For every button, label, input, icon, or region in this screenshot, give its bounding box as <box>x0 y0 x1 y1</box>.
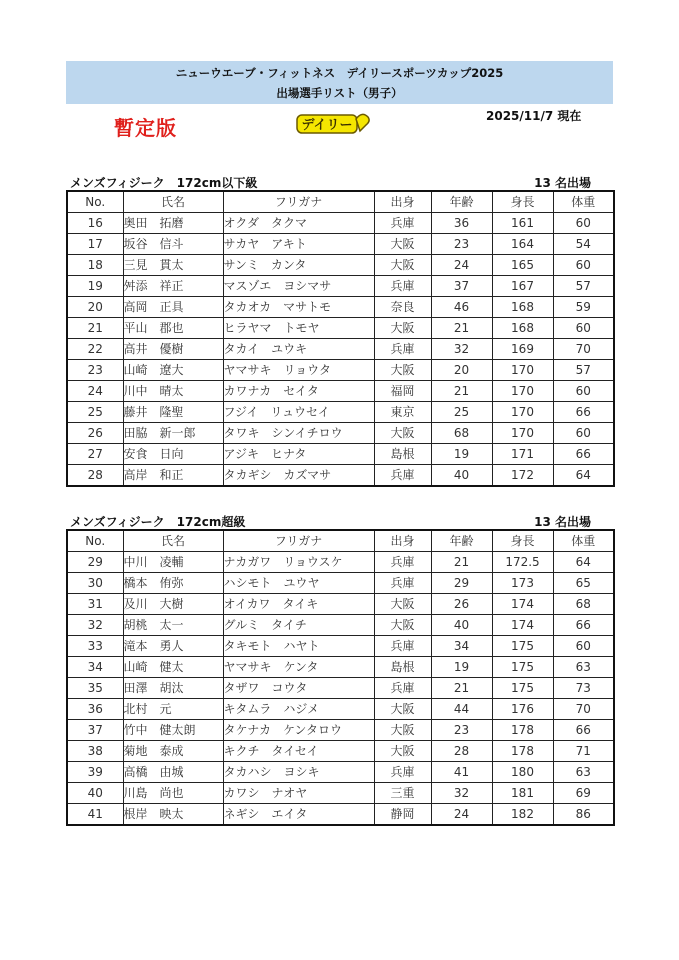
table-row <box>67 360 614 381</box>
cell-weight: 68 <box>553 594 614 615</box>
daily-sports-logo <box>296 111 372 135</box>
cell-hometown: 兵庫 <box>374 678 431 699</box>
cell-age: 23 <box>431 720 492 741</box>
cell-no: 16 <box>67 213 123 234</box>
cell-no: 40 <box>67 783 123 804</box>
cell-weight: 64 <box>553 552 614 573</box>
cell-height: 174 <box>492 594 553 615</box>
cell-no: 19 <box>67 276 123 297</box>
cell-weight: 73 <box>553 678 614 699</box>
table-row <box>67 339 614 360</box>
cell-hometown: 兵庫 <box>374 465 431 487</box>
table-row <box>67 402 614 423</box>
col-header-weight: 体重 <box>553 191 614 213</box>
cell-name: 坂谷 信斗 <box>123 234 223 255</box>
cell-age: 32 <box>431 339 492 360</box>
cell-age: 29 <box>431 573 492 594</box>
cell-name: 高橋 由城 <box>123 762 223 783</box>
table-header-row <box>67 530 614 552</box>
cell-weight: 57 <box>553 360 614 381</box>
cell-kana: ネギシ エイタ <box>223 804 374 826</box>
cell-no: 33 <box>67 636 123 657</box>
cell-weight: 64 <box>553 465 614 487</box>
table-row <box>67 762 614 783</box>
cell-hometown: 大阪 <box>374 615 431 636</box>
cell-hometown: 島根 <box>374 444 431 465</box>
list-title: 出場選手リスト（男子） <box>276 86 403 100</box>
col-header-kana: フリガナ <box>223 191 374 213</box>
cell-no: 39 <box>67 762 123 783</box>
cell-kana: マスゾエ ヨシマサ <box>223 276 374 297</box>
cell-hometown: 静岡 <box>374 804 431 826</box>
table-row <box>67 276 614 297</box>
cell-hometown: 東京 <box>374 402 431 423</box>
cell-kana: タケナカ ケンタロウ <box>223 720 374 741</box>
cell-hometown: 兵庫 <box>374 339 431 360</box>
cell-name: 田澤 胡汰 <box>123 678 223 699</box>
cell-name: 平山 郡也 <box>123 318 223 339</box>
cell-age: 26 <box>431 594 492 615</box>
cell-height: 178 <box>492 741 553 762</box>
cell-kana: カワシ ナオヤ <box>223 783 374 804</box>
cell-height: 174 <box>492 615 553 636</box>
col-header-kana: フリガナ <box>223 530 374 552</box>
cell-height: 171 <box>492 444 553 465</box>
col-header-name: 氏名 <box>123 191 223 213</box>
cell-height: 180 <box>492 762 553 783</box>
cell-weight: 63 <box>553 657 614 678</box>
cell-no: 29 <box>67 552 123 573</box>
cell-age: 37 <box>431 276 492 297</box>
cell-no: 20 <box>67 297 123 318</box>
cell-name: 舛添 祥正 <box>123 276 223 297</box>
cell-height: 178 <box>492 720 553 741</box>
cell-no: 27 <box>67 444 123 465</box>
cell-name: 川島 尚也 <box>123 783 223 804</box>
cell-weight: 66 <box>553 720 614 741</box>
cell-kana: ヤマサキ リョウタ <box>223 360 374 381</box>
cell-name: 北村 元 <box>123 699 223 720</box>
cell-age: 36 <box>431 213 492 234</box>
draft-label: 暫定版 <box>114 116 177 140</box>
section-title-under-172: メンズフィジーク 172cm以下級 <box>70 176 258 190</box>
cell-hometown: 大阪 <box>374 318 431 339</box>
table-row <box>67 741 614 762</box>
cell-name: 川中 晴太 <box>123 381 223 402</box>
cell-no: 37 <box>67 720 123 741</box>
cell-hometown: 三重 <box>374 783 431 804</box>
cell-weight: 63 <box>553 762 614 783</box>
cell-no: 38 <box>67 741 123 762</box>
cell-weight: 60 <box>553 423 614 444</box>
event-title: ニューウエーブ・フィットネス デイリースポーツカップ2025 <box>175 66 504 80</box>
cell-no: 32 <box>67 615 123 636</box>
col-header-weight: 体重 <box>553 530 614 552</box>
table-row <box>67 657 614 678</box>
roster-table-over-172 <box>66 529 615 826</box>
cell-weight: 60 <box>553 636 614 657</box>
cell-kana: タキモト ハヤト <box>223 636 374 657</box>
cell-height: 168 <box>492 297 553 318</box>
cell-kana: ハシモト ユウヤ <box>223 573 374 594</box>
cell-weight: 65 <box>553 573 614 594</box>
title-banner <box>66 61 613 104</box>
cell-no: 31 <box>67 594 123 615</box>
cell-kana: カワナカ セイタ <box>223 381 374 402</box>
cell-weight: 71 <box>553 741 614 762</box>
cell-no: 41 <box>67 804 123 826</box>
cell-age: 34 <box>431 636 492 657</box>
cell-height: 175 <box>492 636 553 657</box>
col-header-no: No. <box>67 530 123 552</box>
cell-weight: 59 <box>553 297 614 318</box>
cell-age: 68 <box>431 423 492 444</box>
cell-weight: 60 <box>553 255 614 276</box>
cell-kana: キクチ タイセイ <box>223 741 374 762</box>
cell-kana: サンミ カンタ <box>223 255 374 276</box>
cell-kana: グルミ タイチ <box>223 615 374 636</box>
cell-hometown: 大阪 <box>374 741 431 762</box>
cell-name: 高岸 和正 <box>123 465 223 487</box>
cell-age: 21 <box>431 381 492 402</box>
table-row <box>67 234 614 255</box>
cell-height: 182 <box>492 804 553 826</box>
cell-age: 19 <box>431 444 492 465</box>
cell-age: 24 <box>431 804 492 826</box>
cell-name: 奥田 拓磨 <box>123 213 223 234</box>
cell-name: 山崎 健太 <box>123 657 223 678</box>
cell-age: 40 <box>431 465 492 487</box>
cell-name: 山崎 遼大 <box>123 360 223 381</box>
table-row <box>67 804 614 826</box>
cell-name: 菊地 泰成 <box>123 741 223 762</box>
cell-name: 三見 貫太 <box>123 255 223 276</box>
cell-weight: 57 <box>553 276 614 297</box>
cell-height: 167 <box>492 276 553 297</box>
cell-name: 橋本 侑弥 <box>123 573 223 594</box>
cell-kana: フジイ リュウセイ <box>223 402 374 423</box>
cell-kana: タカオカ マサトモ <box>223 297 374 318</box>
cell-hometown: 兵庫 <box>374 213 431 234</box>
section-count-under-172: 13 名出場 <box>534 176 591 190</box>
cell-no: 25 <box>67 402 123 423</box>
cell-no: 17 <box>67 234 123 255</box>
cell-kana: ヤマサキ ケンタ <box>223 657 374 678</box>
cell-no: 30 <box>67 573 123 594</box>
cell-height: 181 <box>492 783 553 804</box>
cell-weight: 69 <box>553 783 614 804</box>
cell-weight: 60 <box>553 381 614 402</box>
cell-kana: アジキ ヒナタ <box>223 444 374 465</box>
cell-no: 36 <box>67 699 123 720</box>
col-header-age: 年齢 <box>431 191 492 213</box>
cell-no: 18 <box>67 255 123 276</box>
cell-no: 28 <box>67 465 123 487</box>
cell-height: 170 <box>492 423 553 444</box>
table-row <box>67 720 614 741</box>
cell-weight: 86 <box>553 804 614 826</box>
cell-no: 23 <box>67 360 123 381</box>
cell-hometown: 大阪 <box>374 255 431 276</box>
table-row <box>67 423 614 444</box>
table-row <box>67 318 614 339</box>
col-header-age: 年齢 <box>431 530 492 552</box>
table-row <box>67 213 614 234</box>
cell-age: 44 <box>431 699 492 720</box>
cell-kana: タカイ ユウキ <box>223 339 374 360</box>
cell-name: 竹中 健太朗 <box>123 720 223 741</box>
cell-name: 根岸 映太 <box>123 804 223 826</box>
table-row <box>67 594 614 615</box>
cell-kana: ナカガワ リョウスケ <box>223 552 374 573</box>
cell-hometown: 兵庫 <box>374 762 431 783</box>
cell-name: 高井 優樹 <box>123 339 223 360</box>
cell-kana: オクダ タクマ <box>223 213 374 234</box>
cell-no: 22 <box>67 339 123 360</box>
cell-kana: キタムラ ハジメ <box>223 699 374 720</box>
cell-no: 35 <box>67 678 123 699</box>
cell-kana: ヒラヤマ トモヤ <box>223 318 374 339</box>
table-row <box>67 678 614 699</box>
cell-kana: タカハシ ヨシキ <box>223 762 374 783</box>
table-row <box>67 573 614 594</box>
cell-height: 176 <box>492 699 553 720</box>
table-row <box>67 297 614 318</box>
cell-height: 175 <box>492 678 553 699</box>
logo-text: デイリー <box>301 118 353 133</box>
roster-table-under-172 <box>66 190 615 487</box>
cell-height: 164 <box>492 234 553 255</box>
cell-age: 28 <box>431 741 492 762</box>
table-header-row <box>67 191 614 213</box>
cell-age: 21 <box>431 678 492 699</box>
cell-height: 165 <box>492 255 553 276</box>
cell-hometown: 大阪 <box>374 234 431 255</box>
cell-hometown: 大阪 <box>374 594 431 615</box>
cell-age: 46 <box>431 297 492 318</box>
cell-name: 藤井 隆聖 <box>123 402 223 423</box>
cell-no: 24 <box>67 381 123 402</box>
table-row <box>67 783 614 804</box>
table-row <box>67 255 614 276</box>
cell-height: 161 <box>492 213 553 234</box>
cell-hometown: 兵庫 <box>374 573 431 594</box>
cell-name: 及川 大樹 <box>123 594 223 615</box>
table-row <box>67 699 614 720</box>
cell-age: 20 <box>431 360 492 381</box>
cell-name: 滝本 勇人 <box>123 636 223 657</box>
cell-hometown: 兵庫 <box>374 636 431 657</box>
cell-age: 40 <box>431 615 492 636</box>
cell-height: 172 <box>492 465 553 487</box>
cell-no: 21 <box>67 318 123 339</box>
table-row <box>67 636 614 657</box>
cell-kana: タカギシ カズマサ <box>223 465 374 487</box>
col-header-hometown: 出身 <box>374 191 431 213</box>
cell-age: 21 <box>431 552 492 573</box>
cell-weight: 66 <box>553 444 614 465</box>
col-header-height: 身長 <box>492 530 553 552</box>
cell-kana: タザワ コウタ <box>223 678 374 699</box>
cell-age: 21 <box>431 318 492 339</box>
cell-weight: 70 <box>553 339 614 360</box>
cell-kana: サカヤ アキト <box>223 234 374 255</box>
cell-weight: 60 <box>553 213 614 234</box>
col-header-name: 氏名 <box>123 530 223 552</box>
cell-name: 田脇 新一郎 <box>123 423 223 444</box>
cell-weight: 70 <box>553 699 614 720</box>
cell-age: 41 <box>431 762 492 783</box>
cell-height: 170 <box>492 381 553 402</box>
cell-age: 32 <box>431 783 492 804</box>
cell-name: 安食 日向 <box>123 444 223 465</box>
cell-age: 24 <box>431 255 492 276</box>
cell-age: 19 <box>431 657 492 678</box>
cell-hometown: 兵庫 <box>374 552 431 573</box>
cell-height: 175 <box>492 657 553 678</box>
cell-hometown: 兵庫 <box>374 276 431 297</box>
cell-no: 34 <box>67 657 123 678</box>
cell-kana: タワキ シンイチロウ <box>223 423 374 444</box>
section-title-over-172: メンズフィジーク 172cm超級 <box>70 515 246 529</box>
cell-hometown: 大阪 <box>374 423 431 444</box>
cell-age: 23 <box>431 234 492 255</box>
cell-weight: 54 <box>553 234 614 255</box>
col-header-no: No. <box>67 191 123 213</box>
cell-hometown: 奈良 <box>374 297 431 318</box>
cell-hometown: 大阪 <box>374 720 431 741</box>
cell-hometown: 福岡 <box>374 381 431 402</box>
cell-hometown: 大阪 <box>374 699 431 720</box>
cell-weight: 60 <box>553 318 614 339</box>
cell-weight: 66 <box>553 402 614 423</box>
cell-hometown: 島根 <box>374 657 431 678</box>
cell-height: 169 <box>492 339 553 360</box>
cell-height: 168 <box>492 318 553 339</box>
table-row <box>67 381 614 402</box>
cell-name: 胡桃 太一 <box>123 615 223 636</box>
cell-height: 173 <box>492 573 553 594</box>
cell-name: 中川 凌輔 <box>123 552 223 573</box>
table-row <box>67 444 614 465</box>
cell-age: 25 <box>431 402 492 423</box>
cell-name: 高岡 正具 <box>123 297 223 318</box>
table-row <box>67 615 614 636</box>
section-count-over-172: 13 名出場 <box>534 515 591 529</box>
cell-height: 172.5 <box>492 552 553 573</box>
table-row <box>67 465 614 487</box>
cell-hometown: 大阪 <box>374 360 431 381</box>
col-header-height: 身長 <box>492 191 553 213</box>
as-of-date: 2025/11/7 現在 <box>486 109 582 123</box>
cell-kana: オイカワ タイキ <box>223 594 374 615</box>
cell-weight: 66 <box>553 615 614 636</box>
cell-no: 26 <box>67 423 123 444</box>
table-row <box>67 552 614 573</box>
cell-height: 170 <box>492 360 553 381</box>
cell-height: 170 <box>492 402 553 423</box>
col-header-hometown: 出身 <box>374 530 431 552</box>
